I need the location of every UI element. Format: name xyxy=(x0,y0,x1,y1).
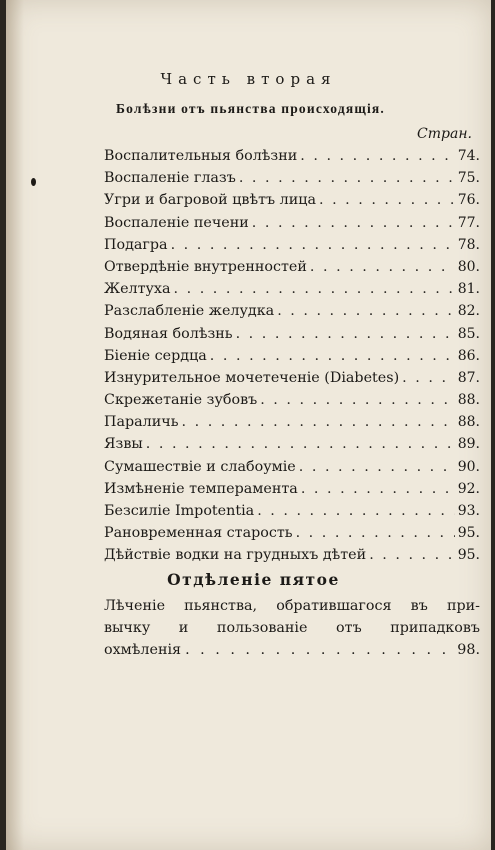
toc-entry-title: Измѣненіе темперамента xyxy=(104,480,298,497)
dot-leader xyxy=(174,281,455,297)
toc-entry-title: Біеніе сердца xyxy=(104,347,207,364)
toc-entry-page: 88. xyxy=(457,414,480,431)
toc-entry xyxy=(104,192,480,214)
dot-leader xyxy=(210,348,455,364)
toc-entry-page: 86. xyxy=(457,347,480,364)
toc-entry xyxy=(104,436,480,458)
toc-entry-page: 93. xyxy=(457,503,480,519)
dot-leader xyxy=(299,459,455,475)
treatment-line-3-text: охмѣленія xyxy=(104,642,182,658)
dot-leader xyxy=(402,370,455,386)
toc-entry xyxy=(104,459,480,481)
dot-leader xyxy=(296,525,455,541)
toc-entry-page: 74. xyxy=(457,148,480,164)
toc-entry-page: 88. xyxy=(457,392,480,409)
toc-entry-title: Воспаленіе печени xyxy=(104,214,249,231)
toc-entry-page: 89. xyxy=(457,436,480,453)
dot-leader xyxy=(239,170,455,186)
toc-entry xyxy=(104,547,480,569)
toc-entry xyxy=(104,326,480,348)
toc-entry-title: Водяная болѣзнь xyxy=(104,325,233,342)
toc-entry-page: 80. xyxy=(457,258,480,275)
dot-leader xyxy=(236,326,455,342)
toc-entry-page: 95. xyxy=(457,547,480,564)
dot-leader xyxy=(369,547,455,563)
toc-entry xyxy=(104,503,480,525)
dot-leader xyxy=(260,392,455,408)
toc-entry-page: 75. xyxy=(457,170,480,187)
toc-entry-title: Рановременная старость xyxy=(104,525,293,542)
toc-entry xyxy=(104,348,480,370)
department-heading: Отдѣленіе пятое xyxy=(167,570,340,589)
toc-entry xyxy=(104,215,480,237)
dot-leader xyxy=(146,436,455,452)
toc-entry-page: 77. xyxy=(457,214,480,231)
toc-entry-title: Изнурительное мочетеченіе (Diabetes) xyxy=(104,369,400,386)
table-of-contents xyxy=(104,148,480,570)
toc-entry xyxy=(104,170,480,192)
toc-entry-title: Язвы xyxy=(104,436,143,453)
toc-entry-page: 76. xyxy=(457,192,480,209)
toc-entry-page: 95. xyxy=(457,525,480,542)
toc-entry-title: Желтуха xyxy=(104,281,171,298)
toc-entry xyxy=(104,370,480,392)
dot-leader xyxy=(185,639,453,661)
toc-entry-title: Воспаленіе глазъ xyxy=(104,170,236,187)
treatment-line-3 xyxy=(104,639,480,661)
treatment-line-2: вычку и пользованіе отъ припадковъ xyxy=(104,620,480,636)
toc-entry-title: Скрежетаніе зубовъ xyxy=(104,392,258,409)
toc-entry-title: Дѣйствіе водки на грудныхъ дѣтей xyxy=(104,547,367,564)
book-page xyxy=(6,0,491,850)
toc-entry xyxy=(104,303,480,325)
treatment-page-number: 98. xyxy=(457,642,480,658)
dot-leader xyxy=(301,481,455,497)
dot-leader xyxy=(182,414,455,430)
toc-entry-page: 82. xyxy=(457,303,480,320)
part-title: Часть вторая xyxy=(160,70,337,88)
toc-entry-title: Угри и багровой цвѣтъ лица xyxy=(104,192,316,209)
toc-entry xyxy=(104,414,480,436)
toc-entry-title: Разслабленіе желудка xyxy=(104,303,275,320)
dot-leader xyxy=(277,303,455,319)
toc-entry-title: Подагра xyxy=(104,236,168,253)
toc-entry-title: Сумашествіе и слабоуміе xyxy=(104,458,296,475)
dot-leader xyxy=(310,259,455,275)
section-heading: Болѣзни отъ пьянства происходящія. xyxy=(116,101,386,116)
toc-entry-title: Параличь xyxy=(104,414,179,431)
toc-entry-page: 85. xyxy=(457,325,480,342)
toc-entry-page: 92. xyxy=(457,480,480,497)
toc-entry-page: 87. xyxy=(457,369,480,386)
dot-leader xyxy=(171,237,455,253)
dot-leader xyxy=(257,503,455,519)
toc-entry xyxy=(104,259,480,281)
toc-entry xyxy=(104,281,480,303)
toc-entry-page: 78. xyxy=(457,236,480,253)
toc-entry xyxy=(104,481,480,503)
treatment-line-1: Лѣченіе пьянства, обратившагося въ при- xyxy=(104,598,480,614)
treatment-entry xyxy=(104,595,480,661)
pages-column-label: Стран. xyxy=(417,126,472,142)
ink-blot xyxy=(31,178,36,186)
toc-entry-title: Безсиліе Impotentia xyxy=(104,503,255,519)
toc-entry-title: Отвердѣніе внутренностей xyxy=(104,258,307,275)
toc-entry-page: 90. xyxy=(457,458,480,475)
toc-entry xyxy=(104,525,480,547)
toc-entry xyxy=(104,392,480,414)
toc-entry xyxy=(104,237,480,259)
dot-leader xyxy=(300,148,454,164)
dot-leader xyxy=(319,192,455,208)
dot-leader xyxy=(252,215,455,231)
toc-entry-title: Воспалительныя болѣзни xyxy=(104,148,298,164)
toc-entry-page: 81. xyxy=(457,281,480,298)
toc-entry xyxy=(104,148,480,170)
